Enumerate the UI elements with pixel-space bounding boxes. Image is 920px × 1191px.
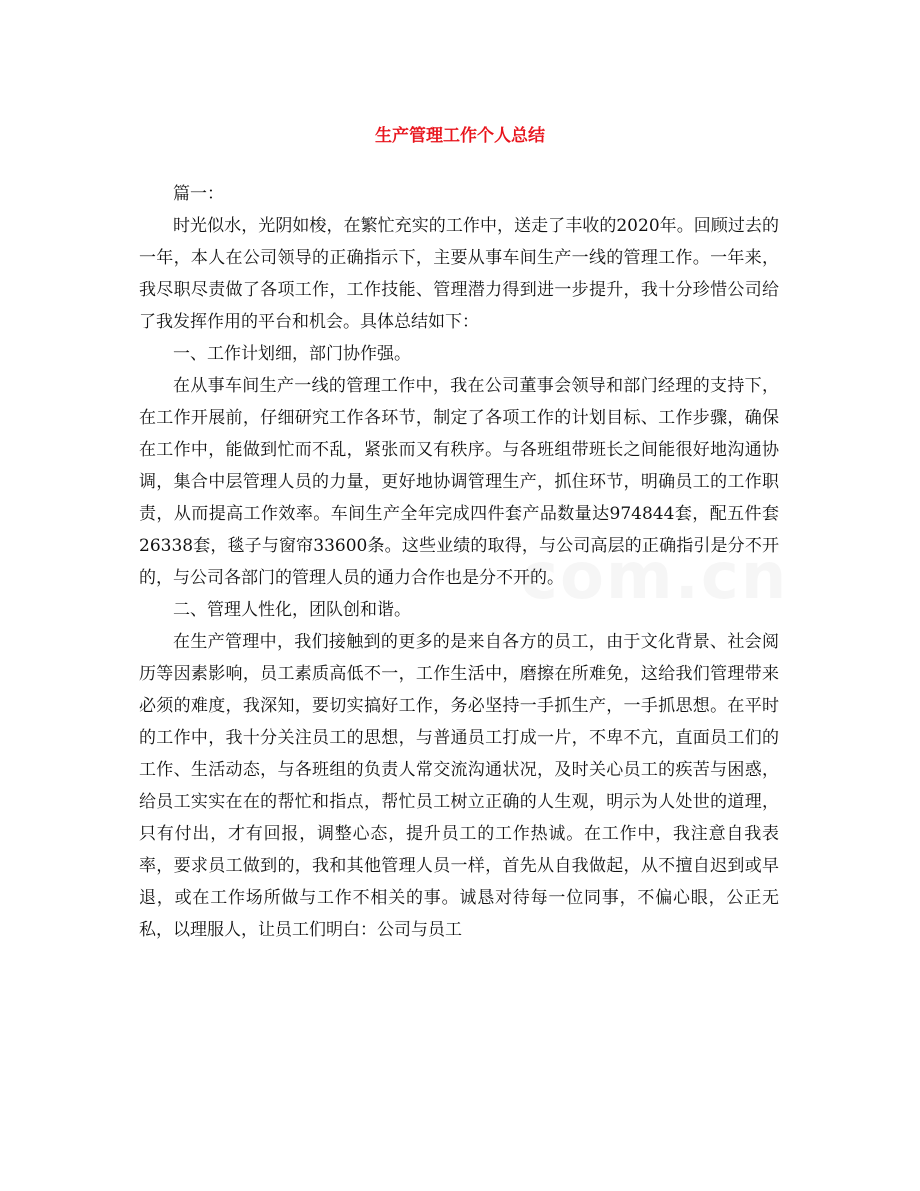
document-body	[139, 178, 779, 946]
intro-paragraph: 时光似水，光阴如梭，在繁忙充实的工作中，送走了丰收的2020年。回顾过去的一年，本人在公司领导的正确指示下，主要从事车间生产一线的管理工作。一年来，我尽职尽责做了各项工作，工作技能、管理潜力得到进一步提升，我十分珍惜公司给了我发挥作用的平台和机会。具体总结如下：	[139, 216, 779, 332]
heading-two-paragraph: 二、管理人性化，团队创和谐。	[173, 600, 411, 620]
section-two-paragraph: 在生产管理中，我们接触到的更多的是来自各方的员工，由于文化背景、社会阅历等因素影响，员工素质高低不一，工作生活中，磨擦在所难免，这给我们管理带来必须的难度，我深知，要切实搞好工作，务必坚持一手抓生产，一手抓思想。在平时的工作中，我十分关注员工的思想，与普通员工打成一片，不卑不亢，直面员工们的工作、生活动态，与各班组的负责人常交流沟通状况，及时关心员工的疾苦与困惑，给员工实实在在的帮忙和指点，帮忙员工树立正确的人生观，明示为人处世的道理，只有付出，才有回报，调整心态，提升员工的工作热诚。在工作中，我注意自我表率，要求员工做到的，我和其他管理人员一样，首先从自我做起，从不擅自迟到或早退，或在工作场所做与工作不相关的事。诚恳对待每一位同事，不偏心眼，公正无私，以理服人，让员工们明白：公司与员工	[139, 632, 779, 940]
heading-one-paragraph: 一、工作计划细，部门协作强。	[173, 344, 411, 364]
section-label-paragraph: 篇一：	[173, 184, 224, 204]
document-title: 生产管理工作个人总结	[375, 126, 545, 146]
section-one-paragraph: 在从事车间生产一线的管理工作中，我在公司董事会领导和部门经理的支持下，在工作开展前，仔细研究工作各环节，制定了各项工作的计划目标、工作步骤，确保在工作中，能做到忙而不乱，紧张而又有秩序。与各班组带班长之间能很好地沟通协调，集合中层管理人员的力量，更好地协调管理生产，抓住环节，明确员工的工作职责，从而提高工作效率。车间生产全年完成四件套产品数量达974844套，配五件套26338套，毯子与窗帘33600条。这些业绩的取得，与公司高层的正确指引是分不开的，与公司各部门的管理人员的通力合作也是分不开的。	[139, 376, 779, 588]
